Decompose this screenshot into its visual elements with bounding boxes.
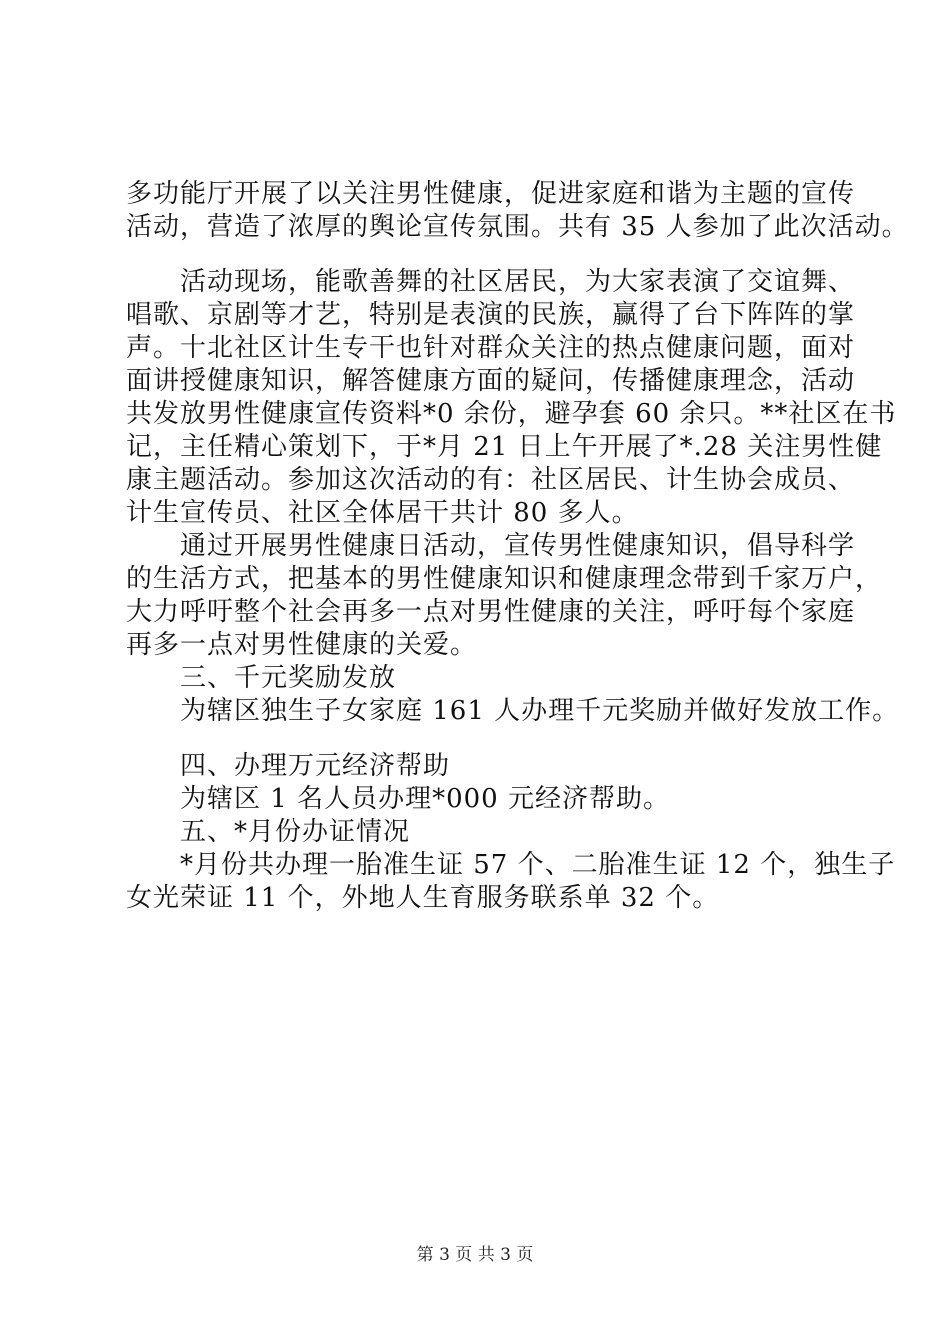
section-heading: 五、*月份办证情况 — [180, 817, 411, 847]
text-line: 活动，营造了浓厚的舆论宣传氛围。共有 35 人参加了此次活动。 — [126, 212, 909, 242]
text-line: 女光荣证 11 个，外地人生育服务联系单 32 个。 — [126, 883, 720, 913]
text-line: 声。十北社区计生专干也针对群众关注的热点健康问题，面对 — [126, 333, 856, 363]
text-line: 的生活方式，把基本的男性健康知识和健康理念带到千家万户， — [126, 564, 883, 594]
text-line: 面讲授健康知识，解答健康方面的疑问，传播健康理念，活动 — [126, 366, 856, 396]
text-line: 康主题活动。参加这次活动的有：社区居民、计生协会成员、 — [126, 465, 856, 495]
section-heading: 四、办理万元经济帮助 — [180, 751, 451, 781]
text-line: 通过开展男性健康日活动，宣传男性健康知识，倡导科学 — [180, 531, 856, 561]
text-line: 大力呼吁整个社会再多一点对男性健康的关注，呼吁每个家庭 — [126, 597, 856, 627]
text-line: 为辖区独生子女家庭 161 人办理千元奖励并做好发放工作。 — [180, 696, 900, 726]
text-line: 唱歌、京剧等才艺，特别是表演的民族，赢得了台下阵阵的掌 — [126, 300, 856, 330]
text-line: 活动现场，能歌善舞的社区居民，为大家表演了交谊舞、 — [180, 267, 856, 297]
text-line: 为辖区 1 名人员办理*000 元经济帮助。 — [180, 784, 670, 814]
text-line: *月份共办理一胎准生证 57 个、二胎准生证 12 个，独生子 — [180, 850, 896, 880]
page-number-footer: 第 3 页 共 3 页 — [416, 1245, 534, 1265]
text-line: 计生宣传员、社区全体居干共计 80 多人。 — [126, 498, 639, 528]
text-line: 记，主任精心策划下，于*月 21 日上午开展了*.28 关注男性健 — [126, 432, 883, 462]
section-heading: 三、千元奖励发放 — [180, 663, 397, 693]
text-line: 再多一点对男性健康的关爱。 — [126, 630, 478, 660]
text-line: 共发放男性健康宣传资料*0 余份，避孕套 60 余只。**社区在书 — [126, 399, 897, 429]
text-line: 多功能厅开展了以关注男性健康，促进家庭和谐为主题的宣传 — [126, 179, 856, 209]
